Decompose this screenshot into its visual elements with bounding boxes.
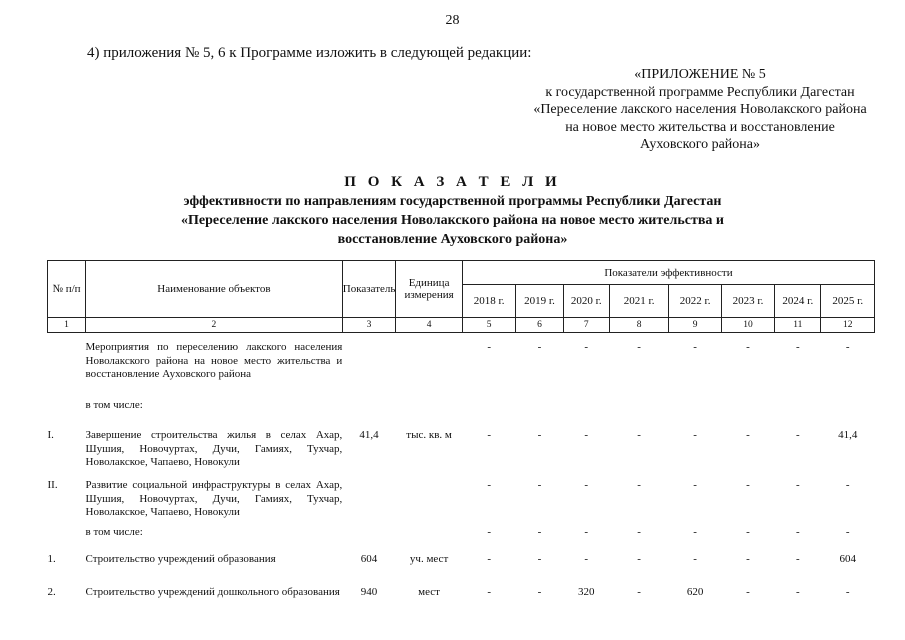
year-value: 320 <box>577 585 595 598</box>
header-indicator: Показатель <box>342 261 395 318</box>
object-name: в том числе: <box>85 399 143 411</box>
column-number: 4 <box>396 318 463 333</box>
table-row <box>48 479 875 520</box>
column-number: 9 <box>669 318 721 333</box>
row-spacer <box>48 333 875 342</box>
appendix-title: «ПРИЛОЖЕНИЕ № 5 <box>634 67 766 82</box>
appendix-line: Ауховского района» <box>639 137 761 152</box>
indicator-value: 940 <box>360 585 378 598</box>
appendix-line: к государственной программе Республики Дагестан <box>545 84 855 100</box>
year-value: - <box>584 552 589 565</box>
unit-value <box>396 399 463 421</box>
column-number: 10 <box>721 318 774 333</box>
object-name: Завершение строительства жилья в селах Ахар, Шушия, Новочуртах, Дучи, Гамиях, Тухчар, Новолакское, Чапаево, Новокули <box>85 429 343 468</box>
appendix-block <box>500 66 900 154</box>
header-year: 2023 г. <box>721 285 774 318</box>
year-value: - <box>693 552 697 565</box>
year-value: - <box>795 479 800 491</box>
header-year: 2021 г. <box>609 285 669 318</box>
column-number: 6 <box>516 318 563 333</box>
indicator-value <box>342 526 395 553</box>
indicators-table <box>47 260 875 616</box>
object-name: Мероприятия по переселению лакского населения Новолакского района на новое место жительства и восстановление Ауховского района <box>85 341 343 380</box>
table-row <box>48 553 875 580</box>
document-heading <box>0 172 905 249</box>
year-value: - <box>584 479 589 491</box>
year-value: - <box>487 479 491 491</box>
year-value: - <box>487 552 491 565</box>
year-value: - <box>637 525 641 538</box>
heading-line: «Переселение лакского населения Новолакского района на новое место жительства и <box>181 213 724 228</box>
year-value: - <box>693 429 697 441</box>
object-name: в том числе: <box>85 525 143 538</box>
row-number <box>48 399 86 421</box>
year-value: - <box>746 585 750 598</box>
year-value: - <box>746 552 750 565</box>
year-value: - <box>845 525 850 538</box>
appendix-line: на новое место жительства и восстановление <box>565 119 835 135</box>
year-value: - <box>487 429 491 441</box>
year-value <box>609 399 669 421</box>
column-number: 5 <box>462 318 515 333</box>
column-number: 1 <box>48 318 86 333</box>
row-spacer <box>48 421 875 429</box>
indicator-value <box>342 479 395 520</box>
header-year: 2024 г. <box>775 285 821 318</box>
year-value: - <box>693 479 697 491</box>
year-value: - <box>746 429 750 441</box>
column-number: 12 <box>821 318 875 333</box>
object-name: Развитие социальной инфраструктуры в селах Ахар, Шушия, Новочуртах, Дучи, Гамиях, Тухчар, Новолакское, Чапаево, Новокули <box>85 479 343 518</box>
year-value: - <box>795 585 800 598</box>
header-unit: Единица измерения <box>396 261 463 318</box>
year-value: - <box>537 552 542 565</box>
year-value: 604 <box>839 552 856 565</box>
year-value: - <box>584 525 589 538</box>
year-value: - <box>537 341 542 353</box>
column-number: 3 <box>342 318 395 333</box>
year-value <box>775 399 821 421</box>
year-value: - <box>795 552 800 565</box>
year-value: - <box>584 341 589 353</box>
year-value: - <box>746 479 750 491</box>
indicator-value: 604 <box>360 552 378 565</box>
year-value: - <box>795 525 800 538</box>
row-number: II. <box>47 479 58 491</box>
year-value <box>563 399 609 421</box>
year-value: - <box>845 585 850 598</box>
table-row <box>48 586 875 616</box>
year-value <box>669 399 721 421</box>
unit-value <box>396 479 463 520</box>
heading-line: эффективности по направлениям государственной программы Республики Дагестан <box>183 194 722 209</box>
header-year: 2020 г. <box>563 285 609 318</box>
year-value: - <box>537 525 542 538</box>
header-year: 2022 г. <box>669 285 721 318</box>
intro-text: 4) приложения № 5, 6 к Программе изложить в следующей редакции: <box>87 45 532 61</box>
column-number: 8 <box>609 318 669 333</box>
object-name: Строительство учреждений образования <box>85 552 276 565</box>
row-number: 2. <box>47 585 56 598</box>
column-number: 7 <box>563 318 609 333</box>
indicator-value <box>342 399 395 421</box>
unit-value <box>396 526 463 553</box>
year-value: - <box>537 479 542 491</box>
unit-value <box>396 341 463 399</box>
year-value: - <box>746 525 750 538</box>
header-year: 2025 г. <box>821 285 875 318</box>
year-value: - <box>845 341 850 353</box>
year-value: - <box>746 341 750 353</box>
page-number: 28 <box>445 13 460 28</box>
year-value <box>462 399 515 421</box>
indicator-value: 41,4 <box>359 429 379 441</box>
heading-title: П О К А З А Т Е Л И <box>344 174 561 190</box>
year-value: - <box>637 429 641 441</box>
header-name: Наименование объектов <box>86 261 343 318</box>
year-value: - <box>845 479 850 491</box>
year-value: - <box>487 585 491 598</box>
appendix-line: «Переселение лакского населения Новолакского района <box>533 102 867 117</box>
row-number: 1. <box>47 552 56 565</box>
year-value: - <box>637 552 641 565</box>
year-value <box>721 399 774 421</box>
year-value: - <box>537 429 542 441</box>
unit-value: уч. мест <box>409 552 449 565</box>
unit-value: тыс. кв. м <box>406 429 452 441</box>
year-value: - <box>693 341 697 353</box>
object-name: Строительство учреждений дошкольного образования <box>85 585 340 598</box>
column-number: 2 <box>86 318 343 333</box>
year-value <box>516 399 563 421</box>
table-row <box>48 341 875 399</box>
table-row <box>48 526 875 553</box>
row-number: I. <box>47 429 54 441</box>
year-value: - <box>487 525 491 538</box>
header-year: 2018 г. <box>462 285 515 318</box>
year-value: - <box>537 585 542 598</box>
table-row <box>48 399 875 421</box>
year-value: - <box>584 429 589 441</box>
year-value: - <box>637 341 641 353</box>
header-year: 2019 г. <box>516 285 563 318</box>
row-number <box>48 526 86 553</box>
year-value <box>821 399 875 421</box>
year-value: - <box>487 341 491 353</box>
year-value: - <box>637 479 641 491</box>
year-value: 41,4 <box>838 429 858 441</box>
year-value: 620 <box>686 585 704 598</box>
year-value: - <box>795 341 800 353</box>
column-number: 11 <box>775 318 821 333</box>
header-num: № п/п <box>48 261 86 318</box>
year-value: - <box>637 585 641 598</box>
unit-value: мест <box>418 585 440 598</box>
year-value: - <box>693 525 697 538</box>
table-row <box>48 429 875 479</box>
header-group: Показатели эффективности <box>462 261 874 285</box>
heading-line: восстановление Ауховского района» <box>337 232 568 247</box>
row-number <box>48 341 86 399</box>
indicator-value <box>342 341 395 399</box>
year-value: - <box>795 429 800 441</box>
